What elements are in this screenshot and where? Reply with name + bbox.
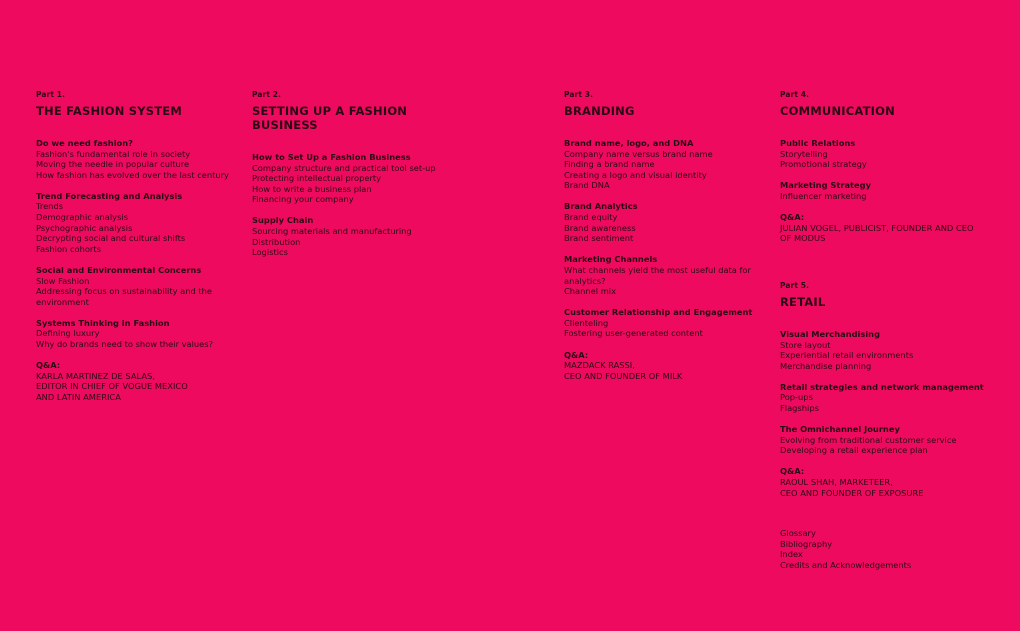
section-item[interactable]: Sourcing materials and manufacturing bbox=[252, 226, 412, 237]
section-heading[interactable]: Marketing Channels bbox=[564, 254, 658, 265]
part-number: Part 3. bbox=[564, 90, 594, 99]
section-item[interactable]: Addressing focus on sustainability and the bbox=[36, 286, 212, 297]
section-heading[interactable]: The Omnichannel Journey bbox=[780, 424, 900, 435]
section-item[interactable]: Promotional strategy bbox=[780, 159, 867, 170]
section-item[interactable]: Experiential retail environments bbox=[780, 350, 914, 361]
section-heading[interactable]: Q&A: bbox=[780, 211, 805, 222]
section-item[interactable]: Why do brands need to show their values? bbox=[36, 339, 214, 349]
section-item[interactable]: Channel mix bbox=[564, 286, 616, 297]
section-item[interactable]: AND LATIN AMERICA bbox=[36, 391, 121, 402]
section bbox=[36, 191, 236, 255]
section-item[interactable]: Decrypting social and cultural shifts bbox=[36, 233, 186, 244]
section-item[interactable]: Pop-ups bbox=[780, 392, 813, 403]
section-item[interactable]: analytics? bbox=[564, 275, 606, 286]
section bbox=[252, 152, 452, 205]
part-4-column bbox=[780, 90, 995, 254]
section bbox=[564, 138, 754, 191]
section-heading[interactable]: Do we need fashion? bbox=[36, 138, 133, 148]
section-item[interactable]: Trends bbox=[36, 201, 64, 212]
section-heading[interactable]: Social and Environmental Concerns bbox=[36, 264, 202, 275]
section-item[interactable]: Evolving from traditional customer service bbox=[780, 434, 957, 445]
section-heading[interactable]: Visual Merchandising bbox=[780, 329, 881, 339]
section bbox=[36, 138, 236, 180]
section bbox=[36, 265, 236, 307]
section-heading[interactable]: Brand name, logo, and DNA bbox=[564, 138, 694, 148]
section bbox=[564, 307, 754, 339]
part-sections bbox=[564, 138, 754, 381]
section bbox=[780, 329, 995, 371]
section-item[interactable]: Brand awareness bbox=[564, 222, 636, 233]
section-item[interactable]: Distribution bbox=[252, 236, 301, 247]
section bbox=[780, 180, 995, 201]
section-heading[interactable]: Q&A: bbox=[36, 360, 61, 371]
section-item[interactable]: Influencer marketing bbox=[780, 190, 867, 201]
section-item[interactable]: How fashion has evolved over the last century bbox=[36, 169, 229, 180]
section bbox=[564, 350, 754, 382]
section-heading[interactable]: Customer Relationship and Engagement bbox=[564, 307, 753, 318]
section-item[interactable]: Merchandise planning bbox=[780, 360, 872, 371]
section bbox=[780, 138, 995, 170]
section-item[interactable]: Defining luxury bbox=[36, 328, 100, 339]
section-heading[interactable]: Public Relations bbox=[780, 138, 856, 148]
back-matter-glossary[interactable]: Glossary bbox=[780, 528, 816, 538]
section-heading[interactable]: Q&A: bbox=[564, 349, 589, 360]
section-heading[interactable]: Marketing Strategy bbox=[780, 180, 871, 191]
part-title[interactable]: COMMUNICATION bbox=[780, 104, 895, 118]
section-item[interactable]: environment bbox=[36, 296, 89, 307]
section-item[interactable]: MAZDACK RASSI, bbox=[564, 360, 635, 371]
section-item[interactable]: OF MODUS bbox=[780, 233, 826, 244]
back-matter-index[interactable]: Index bbox=[780, 549, 803, 560]
section-item[interactable]: Brand equity bbox=[564, 212, 618, 223]
back-matter-credits[interactable]: Credits and Acknowledgements bbox=[780, 559, 912, 570]
section-item[interactable]: CEO AND FOUNDER OF MILK bbox=[564, 370, 683, 381]
section bbox=[36, 360, 236, 402]
section-heading[interactable]: Trend Forecasting and Analysis bbox=[36, 190, 183, 201]
part-title[interactable]: BRANDING bbox=[564, 104, 635, 118]
section-item[interactable]: JULIAN VOGEL, PUBLICIST, FOUNDER AND CEO bbox=[780, 222, 974, 233]
section bbox=[780, 212, 995, 244]
section-item[interactable]: Brand DNA bbox=[564, 180, 610, 191]
section-item[interactable]: Demographic analysis bbox=[36, 212, 129, 223]
section-item[interactable]: Store layout bbox=[780, 339, 831, 350]
section-item[interactable]: Clienteling bbox=[564, 317, 609, 328]
section-item[interactable]: Protecting intellectual property bbox=[252, 173, 382, 184]
section-item[interactable]: Company structure and practical tool set-up bbox=[252, 162, 436, 173]
part-5-column bbox=[780, 281, 995, 509]
section-item[interactable]: Storytelling bbox=[780, 148, 828, 159]
part-title[interactable]: RETAIL bbox=[780, 295, 826, 309]
section-item[interactable]: RAOUL SHAH, MARKETEER, bbox=[780, 477, 893, 488]
part-sections bbox=[252, 152, 452, 258]
section-heading[interactable]: Brand Analytics bbox=[564, 201, 638, 212]
section bbox=[780, 466, 995, 498]
part-sections bbox=[36, 138, 236, 402]
section-item[interactable]: Company name versus brand name bbox=[564, 148, 713, 159]
section-item[interactable]: CEO AND FOUNDER OF EXPOSURE bbox=[780, 487, 924, 498]
part-2-column bbox=[252, 90, 452, 268]
part-number: Part 2. bbox=[252, 90, 282, 99]
part-number: Part 1. bbox=[36, 90, 66, 99]
back-matter-list bbox=[780, 528, 911, 570]
section-item[interactable]: Logistics bbox=[252, 247, 288, 258]
part-number: Part 5. bbox=[780, 281, 810, 290]
section-item[interactable]: Developing a retail experience plan bbox=[780, 445, 928, 456]
section-heading[interactable]: Systems Thinking in Fashion bbox=[36, 317, 170, 328]
part-1-column bbox=[36, 90, 236, 413]
part-3-column bbox=[564, 90, 754, 392]
section-item[interactable]: Flagships bbox=[780, 403, 819, 414]
section bbox=[564, 254, 754, 296]
part-title[interactable]: SETTING UP A FASHION BUSINESS bbox=[252, 104, 408, 132]
section-item[interactable]: Psychographic analysis bbox=[36, 222, 133, 233]
section-item[interactable]: Moving the needle in popular culture bbox=[36, 159, 190, 170]
section-heading[interactable]: Retail strategies and network management bbox=[780, 381, 984, 392]
section-item[interactable]: Slow Fashion bbox=[36, 275, 90, 286]
part-sections bbox=[780, 329, 995, 498]
part-number: Part 4. bbox=[780, 90, 810, 99]
section-item[interactable]: Fashion's fundamental role in society bbox=[36, 148, 191, 159]
section-item[interactable]: Creating a logo and visual identity bbox=[564, 169, 707, 180]
section bbox=[780, 382, 995, 414]
section-heading[interactable]: How to Set Up a Fashion Business bbox=[252, 152, 411, 162]
section bbox=[780, 424, 995, 456]
part-title[interactable]: THE FASHION SYSTEM bbox=[36, 104, 182, 118]
section-item[interactable]: How to write a business plan bbox=[252, 183, 372, 194]
part-sections bbox=[780, 138, 995, 244]
section-item[interactable]: What channels yield the most useful data for bbox=[564, 264, 751, 275]
section bbox=[564, 201, 754, 243]
section-item[interactable]: KARLA MARTINEZ DE SALAS, bbox=[36, 370, 155, 381]
section-item[interactable]: Financing your company bbox=[252, 194, 354, 205]
section-item[interactable]: Fashion cohorts bbox=[36, 243, 101, 254]
section bbox=[36, 318, 236, 350]
back-matter-bibliography[interactable]: Bibliography bbox=[780, 538, 833, 549]
section-heading[interactable]: Q&A: bbox=[780, 466, 805, 477]
section-item[interactable]: Finding a brand name bbox=[564, 159, 655, 170]
section-item[interactable]: EDITOR IN CHIEF OF VOGUE MEXICO bbox=[36, 381, 188, 392]
section-item[interactable]: Brand sentiment bbox=[564, 233, 634, 244]
section-heading[interactable]: Supply Chain bbox=[252, 215, 314, 226]
section bbox=[252, 215, 452, 257]
section-item[interactable]: Fostering user-generated content bbox=[564, 328, 703, 339]
